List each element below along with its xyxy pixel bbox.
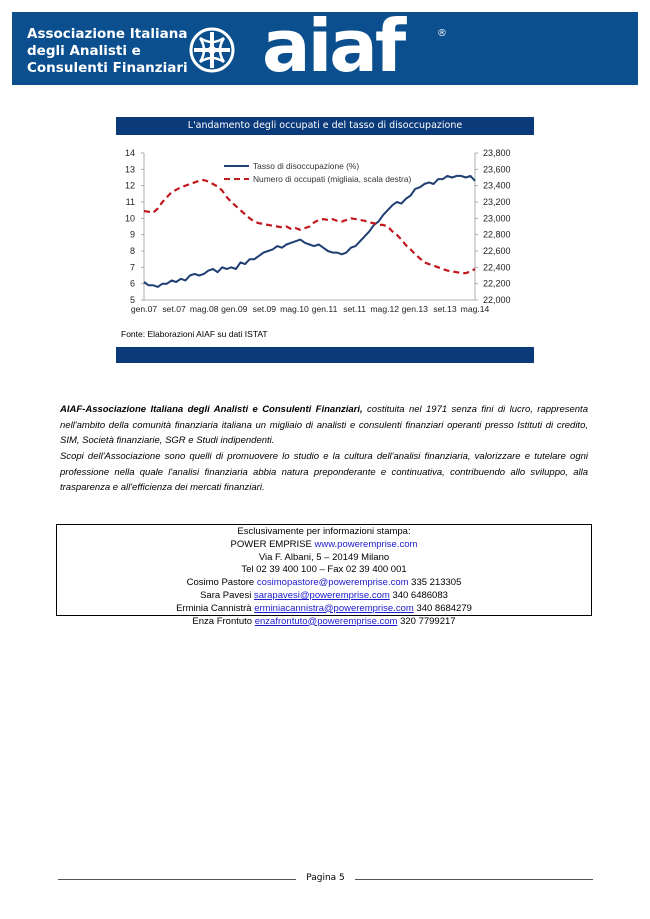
x-tick-label: set.11 — [343, 304, 367, 314]
x-tick-label: set.07 — [162, 304, 186, 314]
contact-person-email[interactable]: sarapavesi@poweremprise.com — [253, 589, 390, 601]
contact-person-name: Cosimo Pastore — [186, 577, 255, 589]
y-left-tick-label: 12 — [124, 180, 135, 191]
paragraph-goals: Scopi dell'Associazione sono quelli di promuovere lo studio e la cultura dell'analisi finanziaria, valorizzare e tutelare ogni professione nella quale l'analisi finanziaria abbia natura preponderante e continuativa, contribuendo allo sviluppo, alla trasparenza e all'efficienza dei mercati finanziari. — [60, 451, 588, 493]
y-left-tick-label: 5 — [129, 295, 135, 305]
contact-person-phone: 320 7799217 — [400, 615, 456, 627]
y-right-tick-label: 23,800 — [483, 148, 511, 158]
y-left-tick-label: 11 — [125, 197, 135, 207]
y-left-tick-label: 8 — [129, 246, 135, 256]
contact-person-row — [57, 577, 591, 590]
contact-person-row — [57, 590, 591, 603]
legend-label: Numero di occupati (migliaia, scala destra) — [253, 174, 412, 184]
x-tick-label: gen.11 — [311, 304, 338, 314]
contact-person-email[interactable]: cosimopastore@poweremprise.com — [256, 577, 409, 589]
x-tick-label: mag.10 — [280, 304, 309, 314]
y-right-tick-label: 23,600 — [483, 164, 511, 175]
contact-person-phone: 340 6486083 — [392, 589, 448, 601]
aiaf-emblem-icon — [188, 26, 236, 74]
contact-person-email[interactable]: erminiacannistra@poweremprise.com — [254, 602, 414, 614]
contact-person-email[interactable]: enzafrontuto@poweremprise.com — [254, 615, 398, 627]
y-right-tick-label: 22,200 — [483, 278, 511, 289]
y-left-tick-label: 13 — [124, 164, 135, 175]
chart-bottom-bar — [116, 347, 534, 363]
contact-person-name: Sara Pavesi — [200, 589, 252, 601]
page-number: Pagina 5 — [306, 873, 345, 883]
employed-number-line — [144, 180, 475, 273]
contact-person-name: Erminia Cannistrà — [176, 602, 252, 614]
y-left-tick-label: 7 — [129, 262, 135, 273]
contact-address: Via F. Albani, 5 – 20149 Milano — [258, 551, 390, 563]
x-tick-label: mag.14 — [460, 304, 490, 314]
y-right-tick-label: 22,600 — [483, 246, 511, 256]
y-right-tick-label: 23,400 — [483, 180, 511, 191]
contact-person-row — [57, 616, 591, 629]
x-tick-label: mag.12 — [370, 304, 400, 314]
footer-rule-left — [58, 879, 296, 880]
registered-mark: ® — [437, 28, 447, 39]
x-tick-label: gen.13 — [401, 304, 428, 314]
org-name-line-1: Associazione Italiana — [27, 26, 188, 42]
chart-source: Fonte: Elaborazioni AIAF su dati ISTAT — [121, 329, 268, 339]
contact-company-row — [57, 539, 591, 552]
legend-label: Tasso di disoccupazione (%) — [253, 161, 360, 171]
y-left-tick-label: 9 — [129, 229, 135, 240]
org-name-line-3: Consulenti Finanziari — [27, 60, 188, 76]
unemployment-rate-line — [144, 176, 475, 287]
x-tick-label: mag.08 — [189, 304, 219, 314]
contact-person-phone: 335 213305 — [411, 577, 462, 589]
unemployment-chart — [116, 135, 534, 329]
footer-rule-right — [355, 879, 593, 880]
x-tick-label: set.09 — [252, 304, 277, 314]
header-banner — [12, 4, 638, 88]
y-left-tick-label: 10 — [124, 213, 135, 224]
contact-phones: Tel 02 39 400 100 – Fax 02 39 400 001 — [241, 564, 407, 576]
press-contact-box — [56, 524, 592, 627]
paragraph-about-text: costituita nel 1971 senza fini di lucro, rappresenta nell'ambito della comunità finanziaria italiana un migliaio di analisti e consulenti finanziari operanti presso Istituti di credito, SIM, Società finanziarie, SGR e Studi indipendenti. — [60, 404, 588, 446]
contact-company: POWER EMPRISE — [230, 538, 312, 550]
x-tick-label: gen.07 — [130, 304, 158, 314]
contact-person-phone: 340 8684279 — [416, 602, 472, 614]
aiaf-logo: aiaf — [262, 4, 404, 88]
y-right-tick-label: 22,800 — [483, 229, 511, 240]
contact-heading: Esclusivamente per informazioni stampa: — [237, 526, 411, 537]
y-left-tick-label: 14 — [124, 148, 135, 158]
x-tick-label: set.13 — [433, 304, 457, 314]
paragraph-about — [60, 402, 588, 449]
company-website-link[interactable]: www.poweremprise.com — [314, 538, 418, 550]
org-name-line-2: degli Analisti e — [27, 43, 141, 59]
contact-person-name: Enza Frontuto — [192, 615, 253, 627]
y-left-tick-label: 6 — [129, 278, 135, 289]
chart-title: L'andamento degli occupati e del tasso di disoccupazione — [116, 117, 534, 135]
paragraph-about-bold: AIAF-Associazione Italiana degli Analisti e Consulenti Finanziari, — [60, 404, 363, 415]
y-right-tick-label: 23,200 — [483, 197, 511, 207]
y-right-tick-label: 23,000 — [483, 213, 511, 224]
contact-person-row — [57, 603, 591, 616]
y-right-tick-label: 22,000 — [483, 295, 511, 305]
org-name — [27, 26, 187, 77]
x-tick-label: gen.09 — [221, 304, 248, 314]
y-right-tick-label: 22,400 — [483, 262, 511, 273]
